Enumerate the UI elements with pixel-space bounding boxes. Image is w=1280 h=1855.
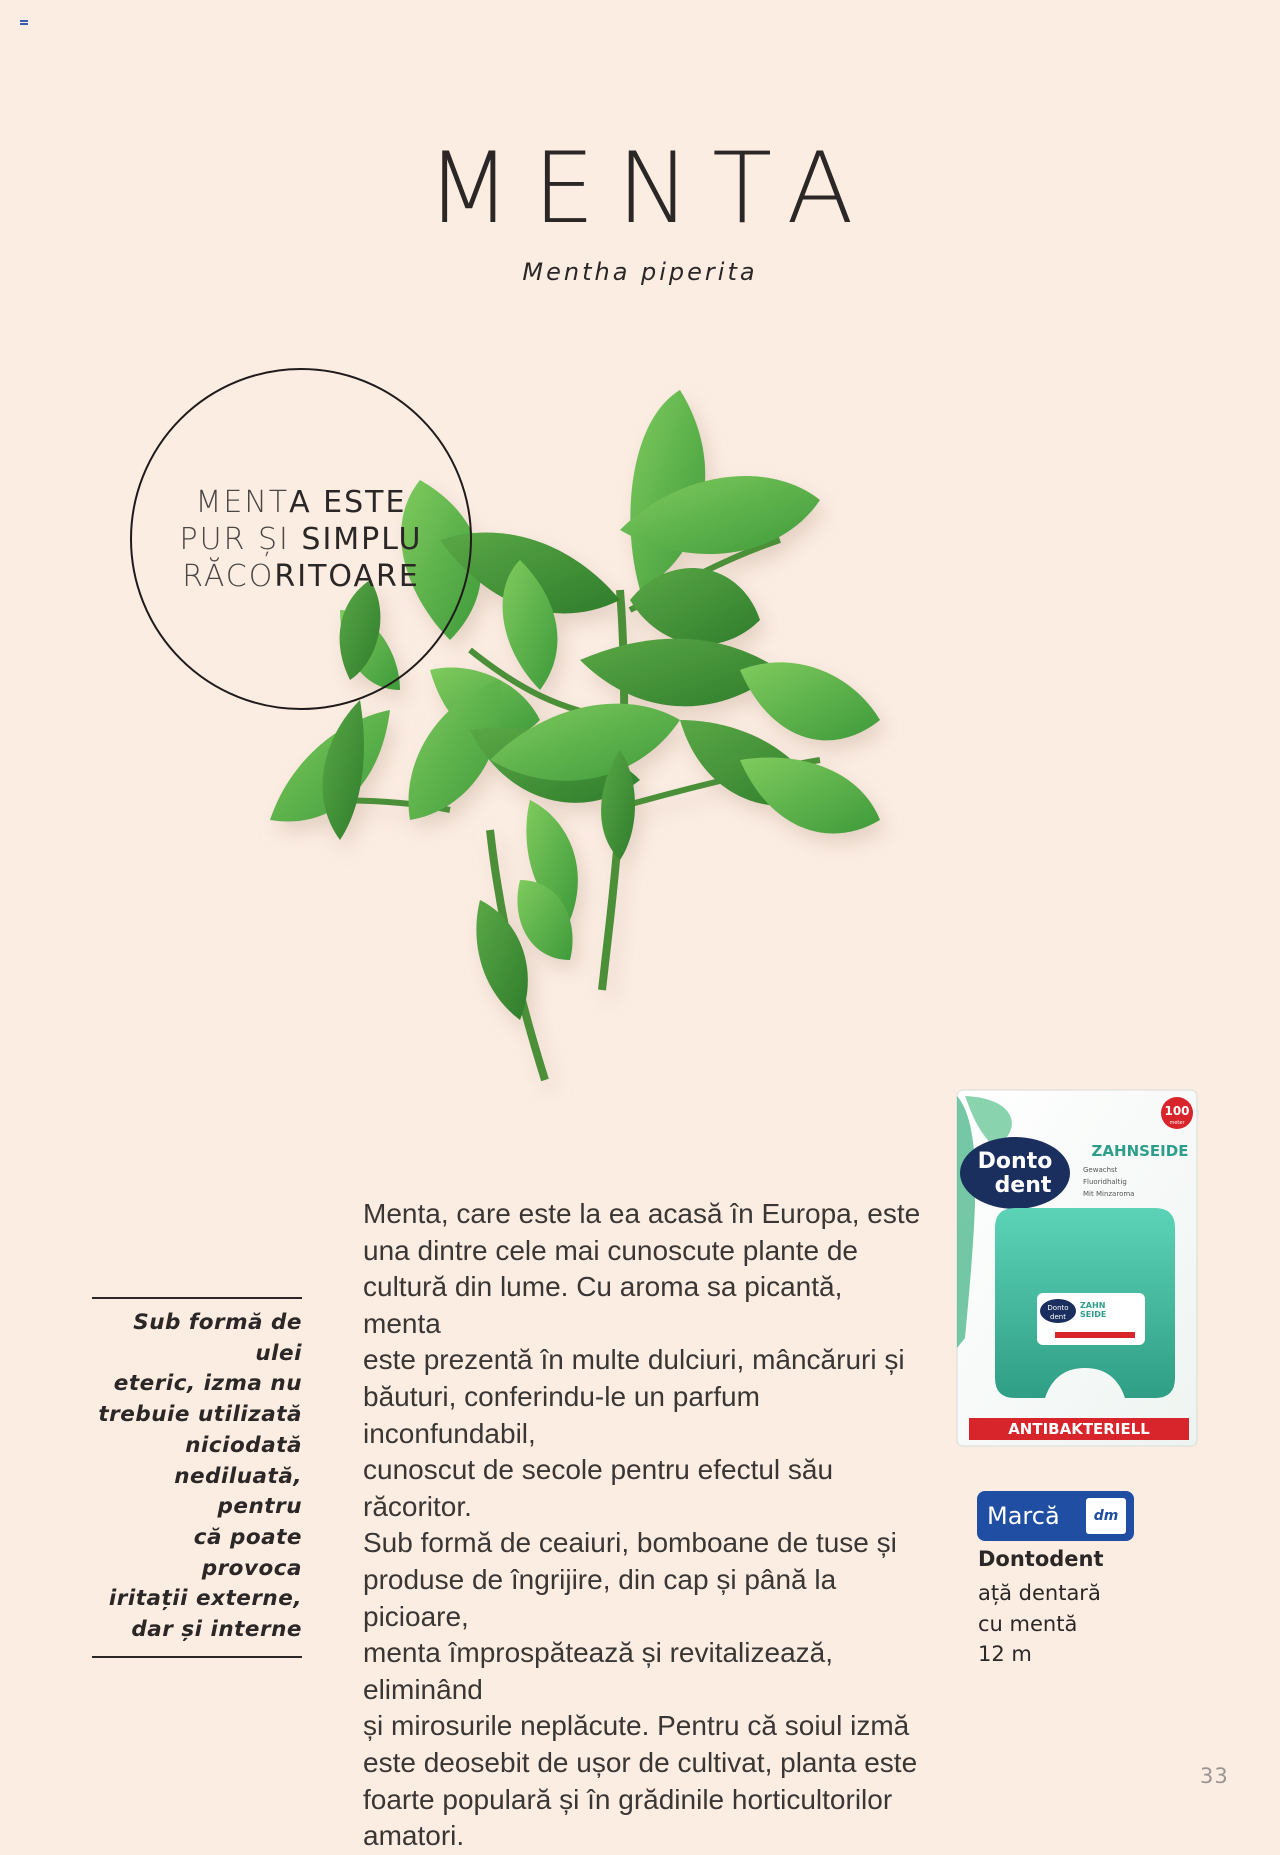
sidenote-line: dar și interne [131, 1617, 302, 1643]
body-line: amatori. [363, 1820, 465, 1852]
body-line: foarte populară și în grădinile horticultorilor [363, 1783, 893, 1815]
sidenote-line: că poate provoca [193, 1524, 302, 1581]
sidenote-line: nediluată, pentru [174, 1463, 302, 1520]
body-line: Menta, care este la ea acasă în Europa, este [363, 1198, 921, 1229]
dm-logo: dm [1086, 1498, 1126, 1534]
case-headline-bottom: SEIDE [1080, 1310, 1107, 1319]
sidenote-line: Sub formă de ulei [133, 1310, 302, 1366]
body-line: produse de îngrijire, din cap și până la picioare, [363, 1563, 837, 1632]
body-line: este prezentă în multe dulciuri, mâncăruri și [363, 1344, 905, 1376]
brand-badge [977, 1491, 1134, 1541]
pack-brand-top: Donto [977, 1149, 1053, 1174]
product-desc-line: cu mentă [978, 1611, 1078, 1636]
page-title: MENTA [426, 132, 876, 246]
sidenote-line: eteric, izma nu [113, 1371, 302, 1397]
product-desc-line: ață dentară [978, 1581, 1101, 1605]
case-brand-top: Donto [1047, 1304, 1069, 1312]
product-desc-line: 12 m [978, 1642, 1032, 1666]
pack-feature-2: Fluoridhaltig [1083, 1178, 1127, 1186]
pack-feature-1: Gewachst [1083, 1166, 1118, 1174]
quote-text [180, 484, 423, 595]
brand-label: Marcă [987, 1502, 1060, 1530]
pack-badge: 100 [1164, 1104, 1190, 1118]
pack-brand-bottom: dent [994, 1173, 1052, 1198]
body-line: menta împrospătează și revitalizează, eliminând [363, 1637, 833, 1705]
quote-circle [130, 368, 472, 710]
sidenote-line: niciodată [185, 1432, 302, 1458]
quote-line-2: PUR ȘI SIMPLU [179, 521, 423, 557]
body-paragraph [363, 1196, 923, 1855]
quote-line-3: RĂCORITOARE [182, 558, 420, 594]
body-line: cunoscut de secole pentru efectul său răcoritor. [363, 1454, 834, 1522]
warning-sidenote [92, 1297, 302, 1658]
body-line: una dintre cele mai cunoscute plante de [363, 1234, 858, 1266]
body-line: și mirosurile neplăcute. Pentru că soiul izmă [363, 1710, 910, 1742]
product-description [978, 1578, 1101, 1670]
body-line: este deosebit de ușor de cultivat, planta este [363, 1746, 918, 1778]
quote-line-1: MENTA ESTE [195, 484, 407, 520]
body-line: cultură din lume. Cu aroma sa picantă, menta [363, 1271, 843, 1339]
menu-icon[interactable] [20, 20, 28, 26]
page-number: 33 [1200, 1764, 1229, 1788]
pack-feature-3: Mit Minzaroma [1083, 1190, 1135, 1198]
pack-badge-unit: meter [1169, 1120, 1185, 1126]
dental-floss-product-image[interactable] [955, 1088, 1205, 1448]
pack-headline: ZAHNSEIDE [1091, 1142, 1189, 1160]
pack-bottom-band: ANTIBAKTERIELL [1008, 1420, 1150, 1438]
sidenote-line: iritații externe, [108, 1586, 302, 1612]
case-headline-top: ZAHN [1080, 1301, 1106, 1310]
case-brand-bottom: dent [1050, 1313, 1066, 1321]
page-subtitle: Mentha piperita [522, 258, 758, 286]
sidenote-line: trebuie utilizată [98, 1402, 302, 1428]
body-line: băuturi, conferindu-le un parfum inconfundabil, [363, 1380, 760, 1449]
product-name: Dontodent [978, 1547, 1104, 1571]
body-line: Sub formă de ceaiuri, bomboane de tuse și [363, 1527, 897, 1559]
